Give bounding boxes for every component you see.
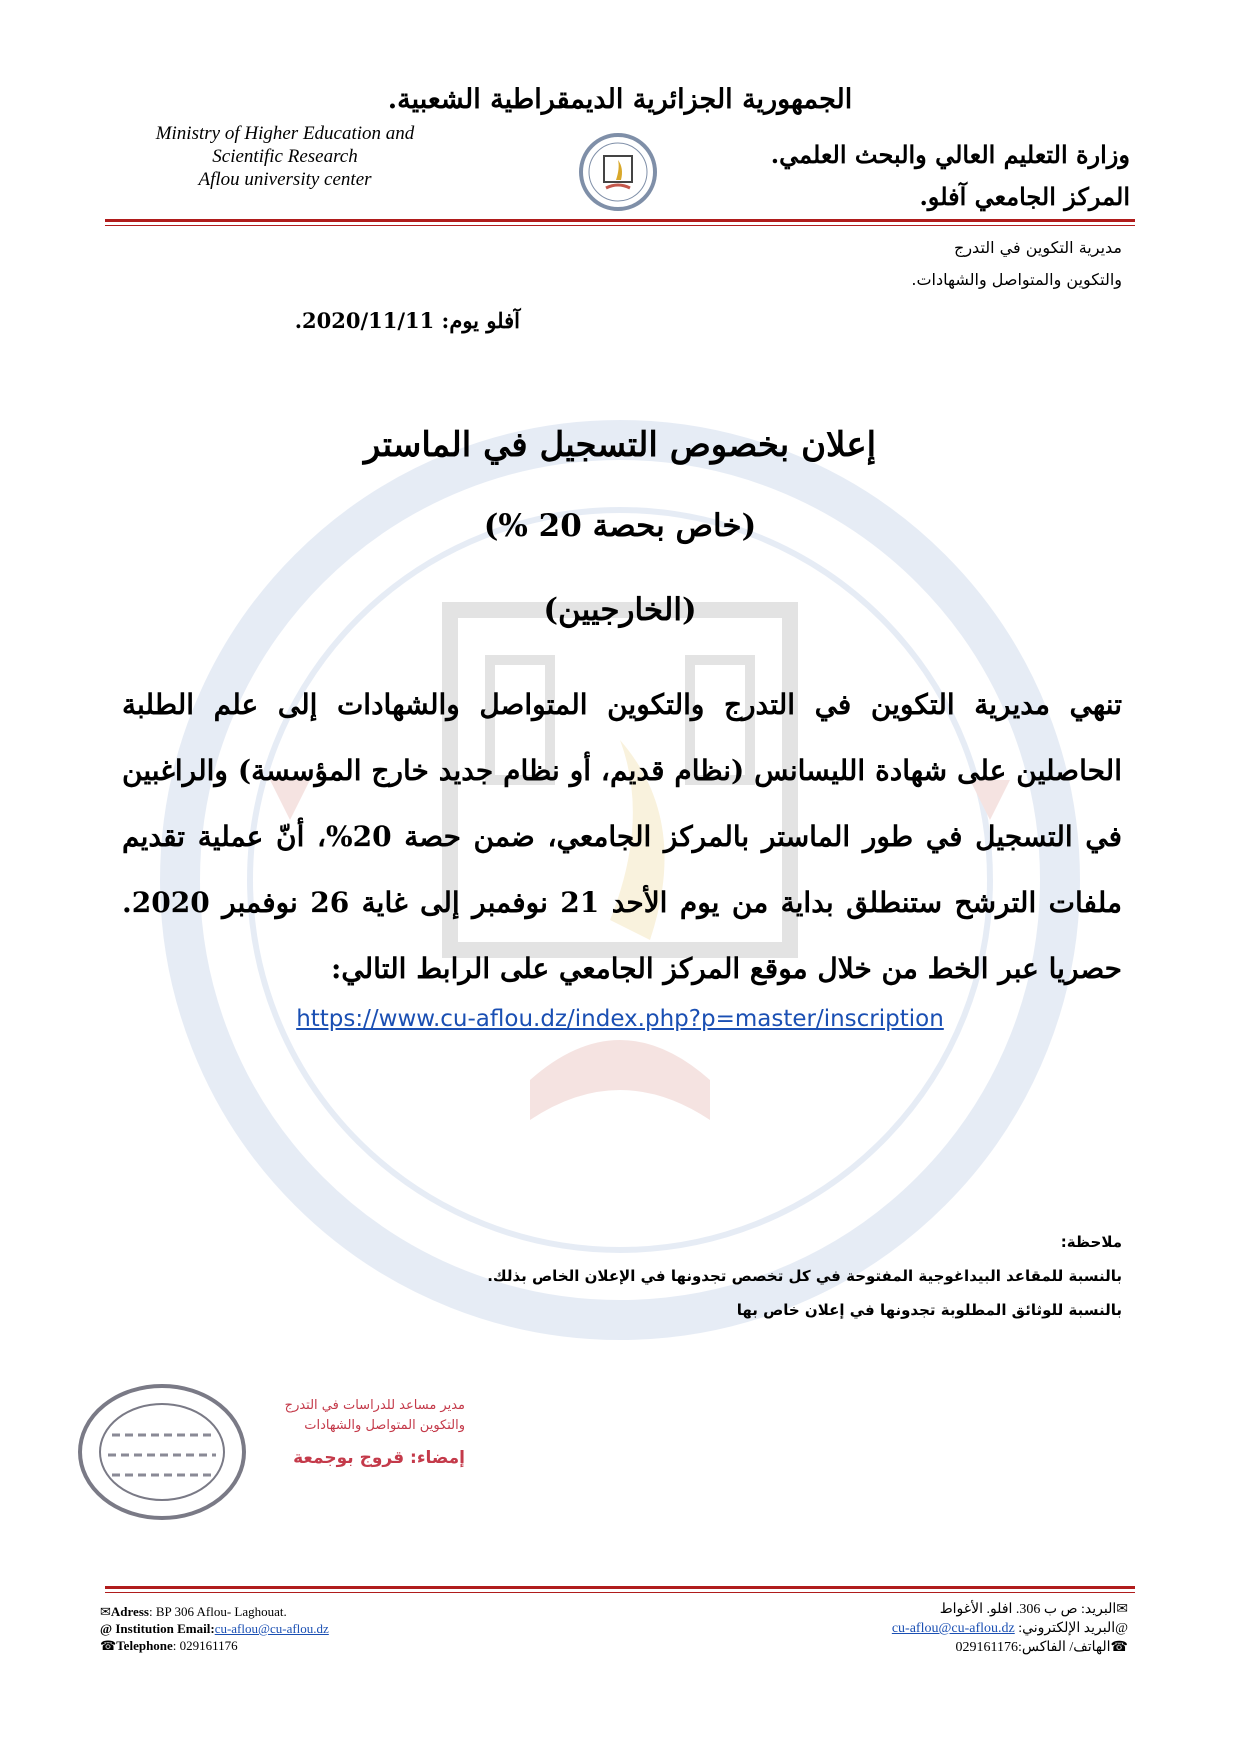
date-line: آفلو يوم: 2020/11/11. [294, 308, 520, 333]
footer-ar-phone: ☎الهاتف/ الفاكس:029161176 [955, 1640, 1128, 1655]
registration-link[interactable]: https://www.cu-aflou.dz/index.php?p=master/inscription [296, 1006, 944, 1032]
footer-english [100, 1603, 500, 1654]
phone-icon: ☎ [1110, 1640, 1128, 1655]
announcement-subtitle: (خاص بحصة 20 %) [483, 508, 757, 544]
university-logo [578, 132, 658, 212]
header-divider-thick [105, 219, 1135, 222]
footer-arabic [708, 1600, 1128, 1657]
footer-ar-email-link[interactable]: cu-aflou@cu-aflou.dz [891, 1621, 1015, 1636]
english-header [100, 122, 470, 191]
department-line-1: مديرية التكوين في التدرج [953, 238, 1122, 257]
official-stamp [72, 1380, 252, 1525]
notes-heading: ملاحظة: [1060, 1233, 1122, 1251]
arabic-header [770, 134, 1130, 218]
stamp-line-1: مدير مساعد للدراسات في التدرج [284, 1398, 465, 1413]
phone-icon: ☎ [100, 1638, 117, 1653]
ministry-line-1: Ministry of Higher Education and [155, 123, 415, 144]
center-arabic: المركز الجامعي آفلو. [919, 182, 1130, 211]
announcement-body: تنهي مديرية التكوين في التدرج والتكوين المتواصل والشهادات إلى علم الطلبة الحاصلين على شهادة الليسانس (نظام قديم، أو نظام جديد خارج المؤسسة) والراغبين في التسجيل في طور الماستر بالمركز الجامعي، ضمن حصة 20%، أنّ عملية تقديم ملفات الترشح ستنطلق بداية من يوم الأحد 21 نوفمبر إلى غاية 26 نوفمبر 2020. حصريا عبر الخط من خلال موقع المركز الجامعي على الرابط التالي: [122, 688, 1122, 985]
footer-email-link[interactable]: cu-aflou@cu-aflou.dz [214, 1621, 329, 1636]
announcement-title: إعلان بخصوص التسجيل في الماستر [363, 425, 877, 465]
notes-block [122, 1225, 1122, 1327]
footer-ar-email: @البريد الإلكتروني: cu-aflou@cu-aflou.dz [891, 1621, 1128, 1636]
department-block [702, 232, 1122, 296]
ministry-line-2: Scientific Research [212, 146, 358, 167]
university-line: Aflou university center [198, 169, 372, 190]
country-name: الجمهورية الجزائرية الديمقراطية الشعبية. [387, 84, 853, 115]
envelope-icon: ✉ [100, 1604, 111, 1619]
announcement-category: (الخارجيين) [543, 592, 697, 628]
footer-address: ✉Adress: BP 306 Aflou- Laghouat. [100, 1604, 287, 1619]
footer-email: @ Institution Email:cu-aflou@cu-aflou.dz [100, 1621, 329, 1636]
footer-phone: ☎Telephone: 029161176 [100, 1638, 238, 1653]
ministry-arabic: وزارة التعليم العالي والبحث العلمي. [770, 140, 1130, 169]
footer-ar-address: ✉البريد: ص ب 306. افلو. الأغواط [939, 1602, 1128, 1617]
footer-divider-thin [105, 1592, 1135, 1593]
stamp-signature: إمضاء: قروج بوجمعة [293, 1448, 465, 1468]
header-divider-thin [105, 225, 1135, 226]
department-line-2: والتكوين والمتواصل والشهادات. [911, 270, 1122, 289]
stamp-line-2: والتكوين المتواصل والشهادات [304, 1418, 465, 1433]
note-item-2: بالنسبة للوثائق المطلوبة تجدونها في إعلان خاص بها [736, 1301, 1122, 1319]
note-item-1: بالنسبة للمقاعد البيداغوجية المفتوحة في كل تخصص تجدونها في الإعلان الخاص بذلك. [487, 1267, 1122, 1285]
footer-divider-thick [105, 1586, 1135, 1589]
envelope-icon: ✉ [1116, 1602, 1128, 1617]
